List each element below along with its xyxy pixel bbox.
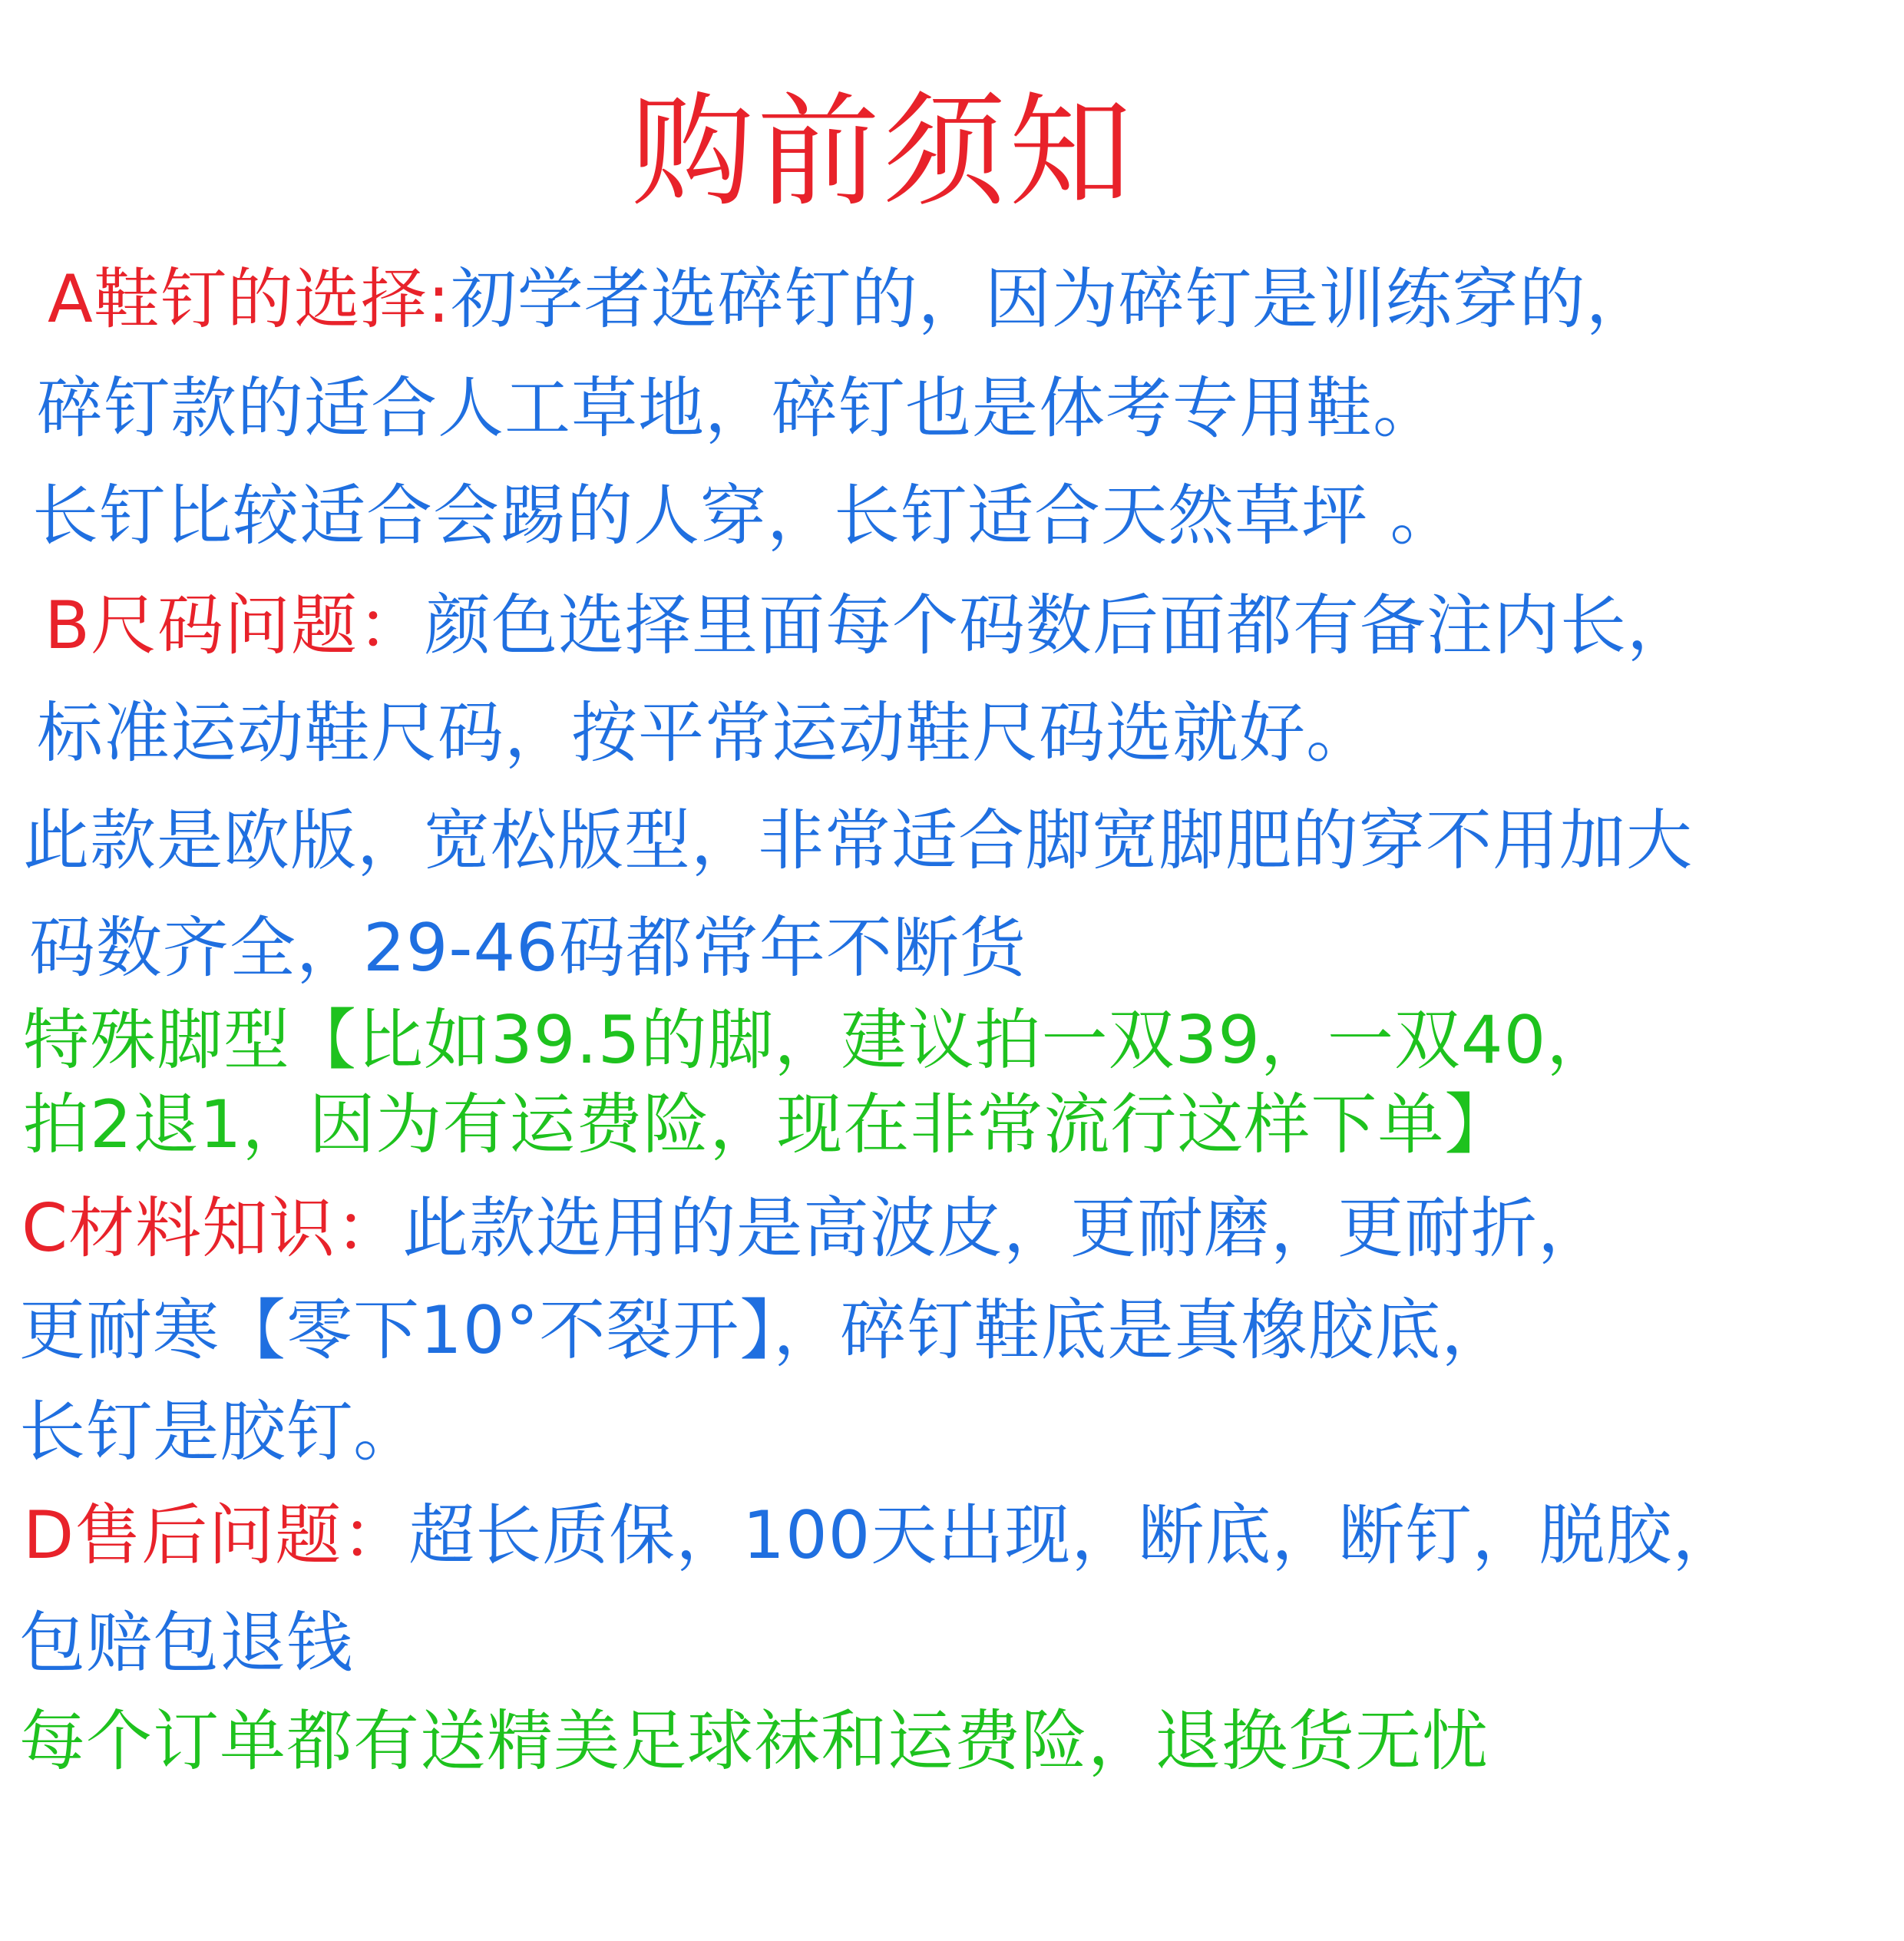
special-foot-label: 特殊脚型: [23, 1002, 290, 1079]
section-d-line-1: [23, 1497, 1739, 1574]
section-c-label: C材料知识：: [21, 1190, 403, 1267]
section-a-text-1: 初学者选碎钉的，因为碎钉是训练穿的，: [450, 261, 1653, 338]
section-a-text-3: 长钉比较适合会踢的人穿，长钉适合天然草坪 。: [32, 478, 1457, 554]
section-a-text-2: 碎钉款的适合人工草地，碎钉也是体考专用鞋。: [37, 370, 1440, 447]
section-b-text-3: 此款是欧版，宽松版型，非常适合脚宽脚肥的穿不用加大: [23, 802, 1693, 879]
special-foot-text-1: 【比如39.5的脚，建议拍一双39，一双40，: [290, 1002, 1614, 1079]
section-d-text-2: 包赔包退钱: [19, 1605, 353, 1681]
section-b-label: B尺码问题：: [45, 587, 425, 664]
section-b-text-2: 标准运动鞋尺码，按平常运动鞋尺码选就好。: [37, 695, 1373, 772]
page-title: 购前须知: [630, 80, 1135, 223]
section-c-line-1: [21, 1190, 1605, 1267]
section-b-special-line-1: [23, 1002, 1613, 1079]
section-d-text-1: 超长质保，100天出现，断底，断钉，脱胶，: [408, 1497, 1740, 1574]
section-a-label: A鞋钉的选择:: [48, 261, 451, 338]
section-c-text-2: 更耐寒【零下10°不裂开】，碎钉鞋底是真橡胶底，: [19, 1292, 1509, 1369]
section-a-line-1: [48, 261, 1653, 338]
section-c-text-1: 此款选用的是高波皮，更耐磨，更耐折，: [402, 1190, 1605, 1267]
section-c-text-3: 长钉是胶钉。: [19, 1394, 420, 1470]
section-b-text-4: 码数齐全，29-46码都常年不断货: [29, 910, 1026, 987]
section-b-text-1: 颜色选择里面每个码数后面都有备注内长，: [425, 587, 1694, 664]
special-foot-text-2: 拍2退1，因为有运费险，现在非常流行这样下单】: [23, 1086, 1512, 1163]
section-d-label: D售后问题：: [23, 1497, 409, 1574]
gift-notice: 每个订单都有送精美足球袜和运费险，退换货无忧: [19, 1703, 1489, 1780]
section-b-line-1: [45, 587, 1694, 664]
